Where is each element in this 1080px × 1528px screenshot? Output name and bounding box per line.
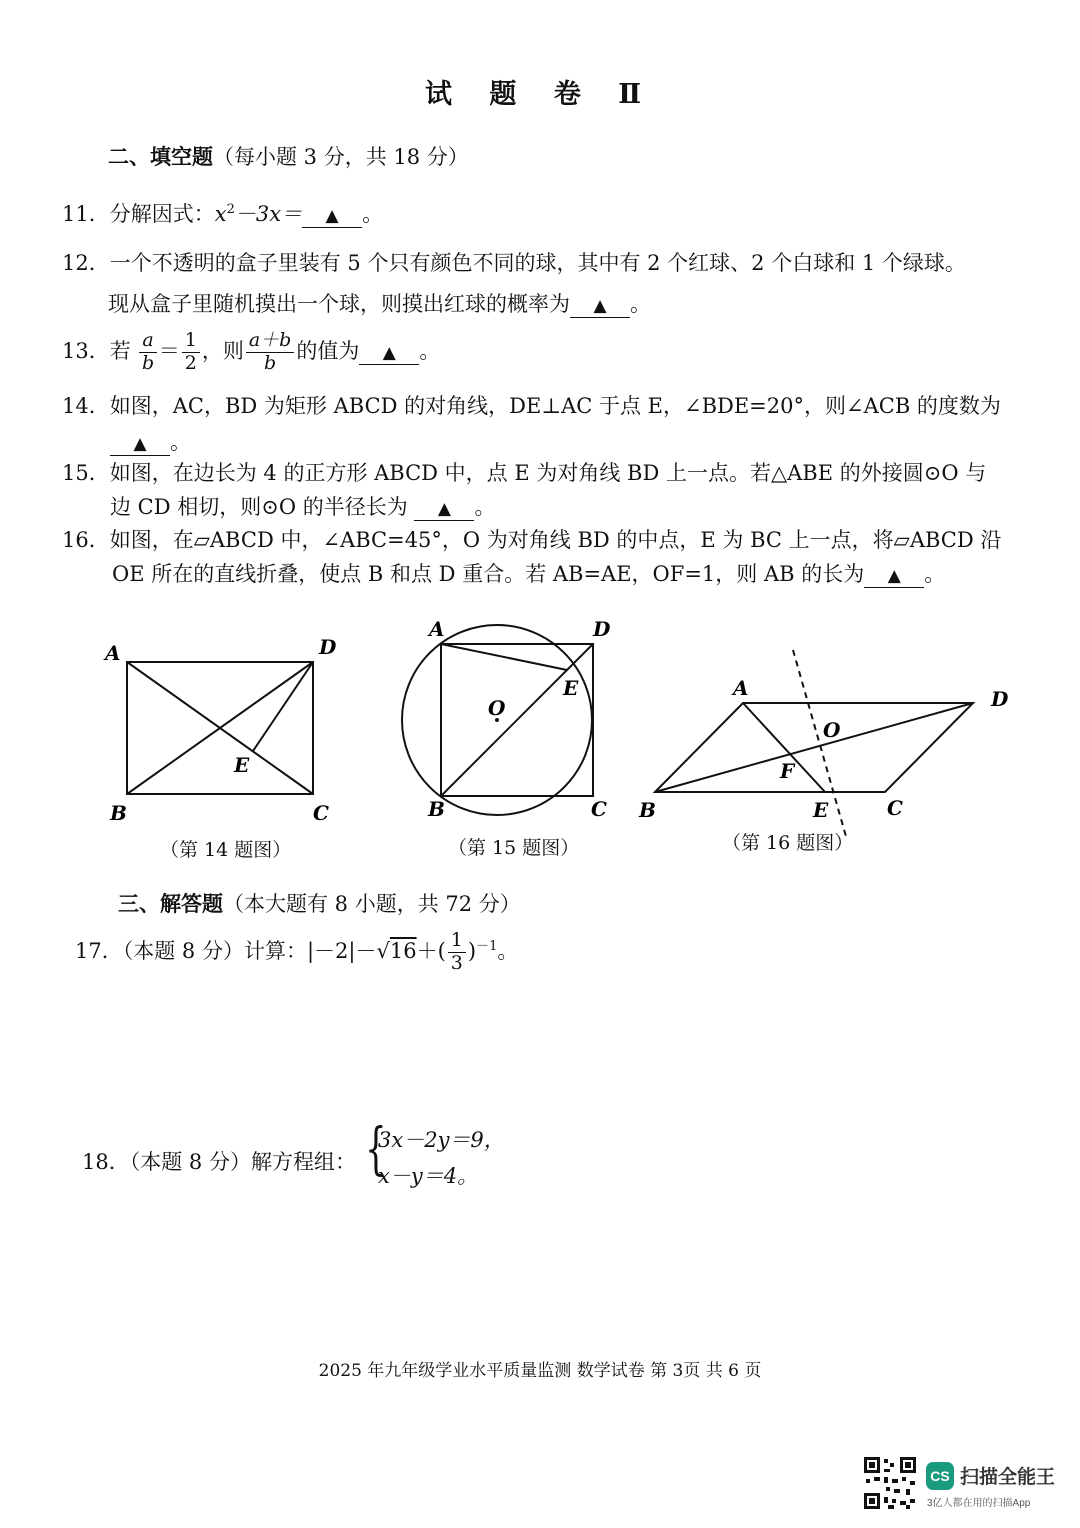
q11-exponent: 2 — [226, 202, 235, 217]
cs-logo-icon: CS — [926, 1462, 954, 1490]
section-2-title: 二、填空题 — [108, 144, 213, 169]
scanner-slogan: 3亿人都在用的扫描App — [927, 1498, 1031, 1509]
fig15-label-e: E — [563, 676, 579, 700]
q17-abs: |－2| — [306, 938, 356, 963]
section-3-note: （本大题有 8 小题，共 72 分） — [223, 892, 521, 916]
q16-line1: 如图，在▱ABCD 中，∠ABC=45°，O 为对角线 BD 的中点，E 为 BC 上一点，将▱ABCD 沿 — [109, 528, 1002, 552]
q11-expression: －3x＝ — [234, 202, 303, 226]
fig14-caption: （第 14 题图） — [160, 839, 292, 861]
q17-close: ) — [467, 938, 477, 963]
brace-icon: { — [365, 1117, 387, 1182]
q13-post: 的值为 — [296, 338, 360, 363]
question-11 — [62, 202, 383, 228]
fig16-label-b: B — [639, 798, 656, 822]
fig15-caption: （第 15 题图） — [448, 837, 580, 859]
question-17 — [75, 930, 518, 975]
figure-14 — [95, 630, 355, 830]
q13-fraction-1-2: $\frac{1}{2}$ — [182, 330, 200, 375]
figure-16 — [635, 640, 1025, 845]
q17-points: （本题 8 分） — [122, 938, 244, 963]
q13-eq: ＝ — [158, 338, 180, 363]
fig15-label-o: O — [488, 696, 506, 720]
q17-task: 计算： — [243, 938, 307, 963]
q17-minus: － — [355, 938, 377, 963]
fig14-label-e: E — [234, 753, 250, 777]
q11-number: 11． — [62, 202, 110, 226]
q15-line2: 边 CD 相切，则⊙O 的半径长为 — [110, 495, 408, 519]
q11-triangle-icon: ▲ — [325, 206, 339, 226]
q13-fraction-a-b: $\frac{a}{b}$ — [139, 330, 156, 375]
fig15-diagonal-bd — [441, 644, 593, 796]
q18-number: 18． — [82, 1150, 130, 1174]
fig14-label-a: A — [105, 641, 121, 665]
q17-exponent: －1 — [476, 938, 498, 954]
q12-number: 12． — [62, 251, 110, 275]
q13-answer-blank[interactable] — [359, 339, 419, 365]
fig16-label-d: D — [991, 687, 1009, 711]
q13-mid: ，则 — [201, 338, 244, 363]
q15-triangle-icon: ▲ — [437, 499, 451, 519]
fig16-label-c: C — [887, 796, 903, 820]
q14-line1: 如图，AC，BD 为矩形 ABCD 的对角线，DE⊥AC 于点 E，∠BDE=20°，则∠ACB 的度数为 — [109, 394, 1001, 418]
q15-answer-blank[interactable] — [414, 495, 474, 521]
q14-answer-blank[interactable] — [110, 430, 170, 456]
fig15-label-c: C — [591, 797, 607, 821]
q11-text: 分解因式： — [109, 202, 215, 226]
q17-number: 17． — [75, 938, 123, 963]
q13-number: 13． — [62, 338, 110, 363]
q14-number: 14． — [62, 394, 110, 418]
q17-fraction: $\frac{1}{3}$ — [448, 930, 466, 975]
q12-end: 。 — [630, 292, 651, 316]
q15-number: 15． — [62, 461, 110, 485]
fig14-label-d: D — [319, 635, 337, 659]
q12-triangle-icon: ▲ — [593, 296, 607, 316]
q16-number: 16． — [62, 528, 110, 552]
question-13 — [62, 330, 440, 375]
q16-line2: OE 所在的直线折叠，使点 B 和点 D 重合。若 AB=AE，OF=1，则 AB 的长为 — [112, 562, 865, 586]
fig15-label-a: A — [429, 617, 445, 641]
fig15-segment-ae — [441, 644, 567, 670]
question-12 — [62, 251, 966, 276]
question-16-line2 — [112, 562, 945, 588]
q12-line1: 一个不透明的盒子里装有 5 个只有颜色不同的球，其中有 2 个红球、2 个白球和 1 个绿球。 — [109, 251, 966, 275]
q13-end: 。 — [419, 338, 441, 363]
fig16-label-f: F — [780, 759, 795, 783]
scanner-app-name: 扫描全能王 — [960, 1467, 1056, 1488]
fig15-label-d: D — [593, 617, 611, 641]
fig16-label-a: A — [733, 676, 749, 700]
question-15-line2 — [110, 495, 495, 521]
page-footer: 2025 年九年级学业水平质量监测 数学试卷 第 3页 共 6 页 — [318, 1361, 762, 1381]
section-3-heading — [118, 888, 521, 918]
fig14-label-c: C — [313, 801, 329, 825]
q18-equation-1: 3x－2y＝9， — [378, 1128, 505, 1152]
question-18 — [82, 1150, 356, 1175]
q11-var: x — [214, 202, 227, 226]
q14-end: 。 — [170, 430, 191, 454]
q13-triangle-icon: ▲ — [382, 342, 396, 363]
q18-equation-2: x－y＝4。 — [378, 1164, 479, 1188]
q13-fraction-sum: $\frac{a+b}{b}$ — [246, 330, 295, 375]
q11-end: 。 — [362, 202, 384, 226]
qr-code-icon — [862, 1455, 918, 1511]
exam-title: 试 题 卷 Ⅱ — [425, 79, 655, 110]
q16-triangle-icon: ▲ — [887, 566, 901, 586]
fig14-segment-de — [253, 662, 313, 751]
fig16-label-o: O — [823, 718, 841, 742]
q15-line1: 如图，在边长为 4 的正方形 ABCD 中，点 E 为对角线 BD 上一点。若△ABE 的外接圆⊙O 与 — [109, 461, 987, 485]
question-14-line2 — [110, 430, 191, 456]
q18-points: （本题 8 分） — [129, 1150, 251, 1174]
section-3-title: 三、解答题 — [118, 891, 223, 916]
fig15-label-b: B — [428, 797, 445, 821]
question-14 — [62, 394, 1001, 419]
q16-answer-blank[interactable] — [864, 562, 924, 588]
fig14-label-b: B — [110, 801, 127, 825]
q11-answer-blank[interactable] — [302, 202, 362, 228]
q12-line2: 现从盒子里随机摸出一个球，则摸出红球的概率为 — [108, 292, 570, 316]
section-2-heading — [108, 141, 469, 171]
q16-end: 。 — [924, 562, 946, 586]
fig16-caption: （第 16 题图） — [722, 832, 854, 854]
q18-task: 解方程组： — [250, 1150, 356, 1174]
fig16-label-e: E — [813, 798, 829, 822]
q17-radicand: 16 — [389, 938, 417, 963]
q13-pre: 若 — [109, 338, 131, 363]
figure-15 — [395, 612, 625, 827]
question-15 — [62, 461, 986, 486]
q17-plus: ＋( — [416, 938, 446, 963]
section-2-note: （每小题 3 分，共 18 分） — [213, 145, 469, 169]
sqrt-icon: √ — [376, 938, 390, 963]
question-12-line2 — [108, 292, 651, 318]
q17-end: 。 — [497, 938, 519, 963]
q15-end: 。 — [474, 495, 496, 519]
q14-triangle-icon: ▲ — [133, 434, 147, 454]
q12-answer-blank[interactable] — [570, 292, 630, 318]
question-16 — [62, 528, 1001, 553]
